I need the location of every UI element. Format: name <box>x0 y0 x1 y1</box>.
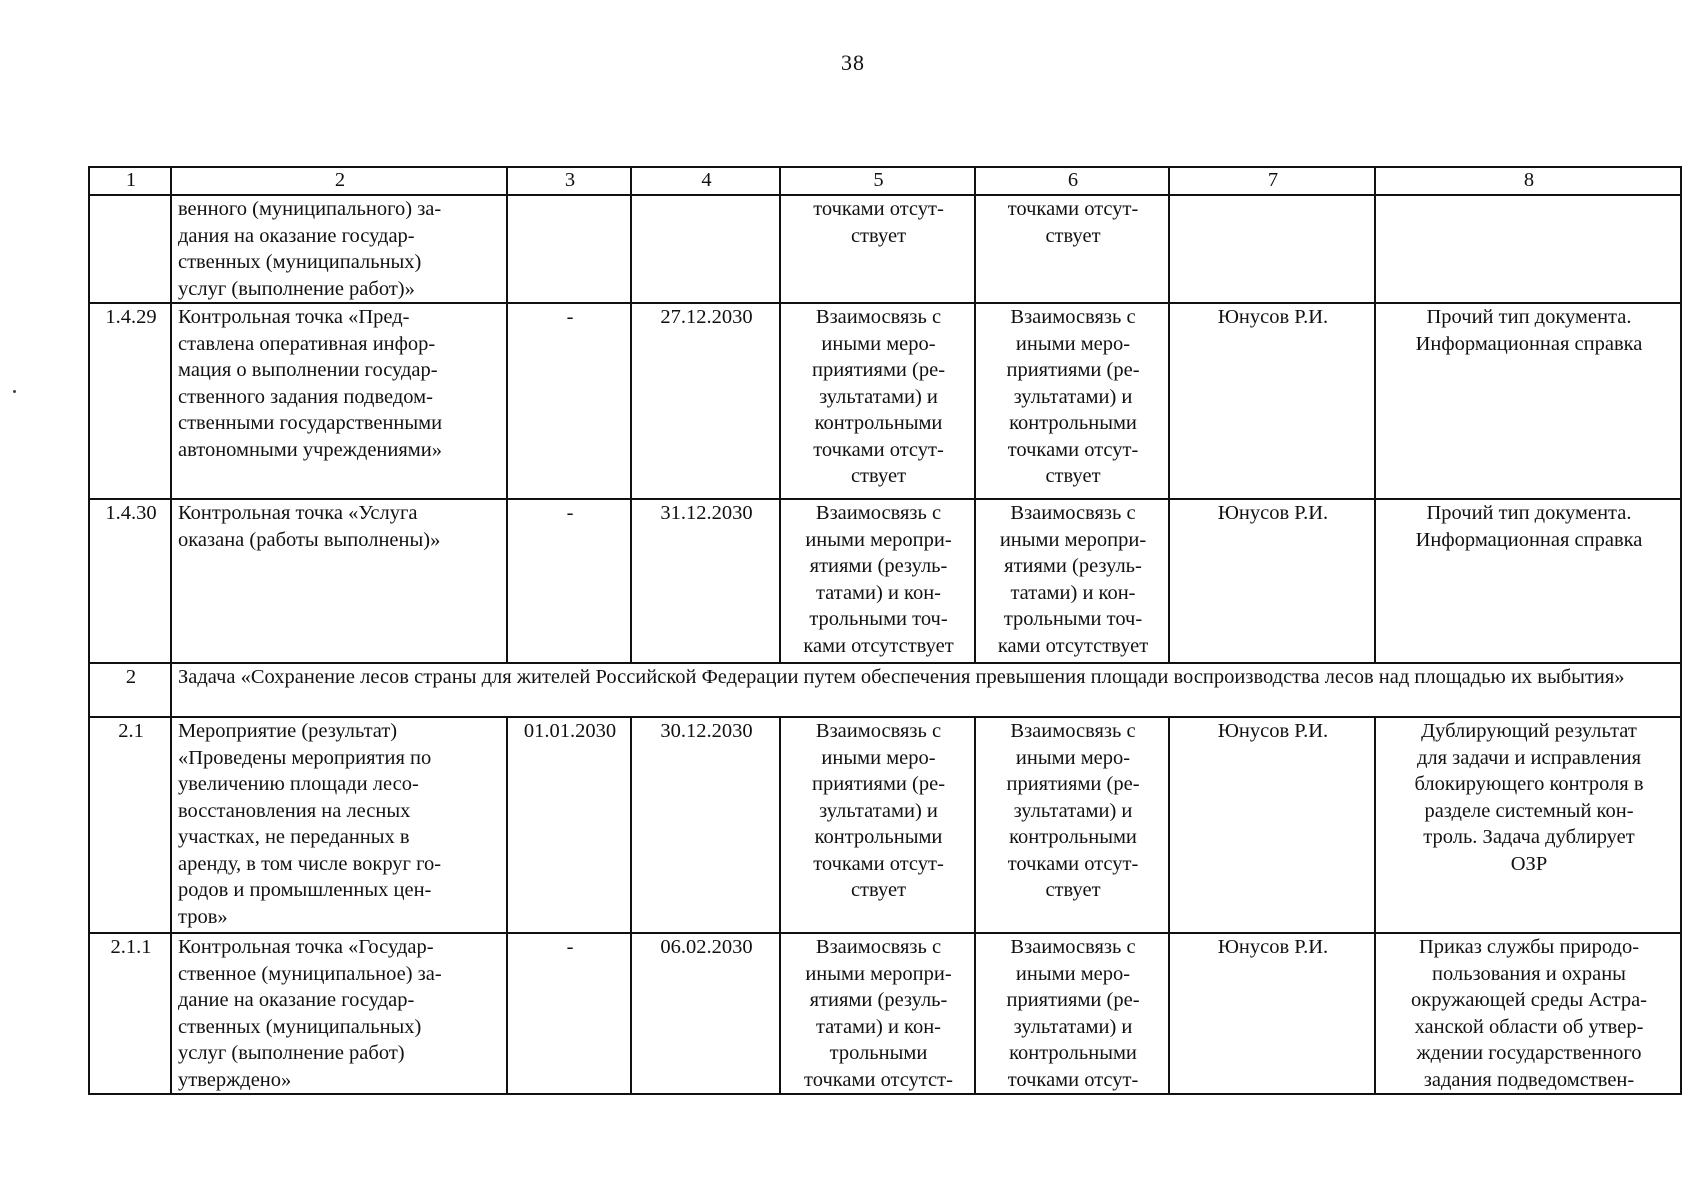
row-end-date: 30.12.2030 <box>631 717 780 933</box>
table-row <box>89 933 1681 1094</box>
task-row <box>89 663 1681 717</box>
row-number: 2.1 <box>89 717 171 933</box>
row-name: венного (муниципального) за- дания на оказание государ- ственных (муниципальных) услуг (выполнение работ)» <box>171 195 507 303</box>
column-number-row <box>89 167 1681 195</box>
row-responsible: Юнусов Р.И. <box>1169 933 1375 1094</box>
row-successors: Взаимосвязь с иными меро- приятиями (ре- зультатами) и контрольными точками отсут- ствует <box>975 303 1169 499</box>
table-row <box>89 717 1681 933</box>
row-predecessors: Взаимосвязь с иными меропри- ятиями (резуль- татами) и кон- трольными точ- ками отсутствует <box>780 499 975 663</box>
row-start-date <box>507 195 631 303</box>
column-number: 6 <box>975 167 1169 195</box>
row-number: 1.4.30 <box>89 499 171 663</box>
row-number <box>89 195 171 303</box>
row-responsible: Юнусов Р.И. <box>1169 303 1375 499</box>
row-number: 2.1.1 <box>89 933 171 1094</box>
row-start-date: 01.01.2030 <box>507 717 631 933</box>
row-predecessors: Взаимосвязь с иными меро- приятиями (ре- зультатами) и контрольными точками отсут- ствует <box>780 717 975 933</box>
page-number: 38 <box>841 50 865 75</box>
column-number: 1 <box>89 167 171 195</box>
row-document: Дублирующий результат для задачи и исправления блокирующего контроля в разделе системный кон- троль. Задача дублирует ОЗР <box>1375 717 1681 933</box>
row-end-date: 31.12.2030 <box>631 499 780 663</box>
row-end-date <box>631 195 780 303</box>
column-number: 5 <box>780 167 975 195</box>
column-number: 2 <box>171 167 507 195</box>
row-predecessors: Взаимосвязь с иными меропри- ятиями (резуль- татами) и кон- трольными точками отсутст- <box>780 933 975 1094</box>
task-number: 2 <box>89 663 171 717</box>
row-successors: Взаимосвязь с иными меро- приятиями (ре- зультатами) и контрольными точками отсут- <box>975 933 1169 1094</box>
table-row <box>89 303 1681 499</box>
row-responsible: Юнусов Р.И. <box>1169 499 1375 663</box>
scan-speck <box>13 390 16 393</box>
row-end-date: 27.12.2030 <box>631 303 780 499</box>
row-document: Приказ службы природо- пользования и охраны окружающей среды Астра- ханской области об утвер- ждении государственного задания подведомствен- <box>1375 933 1681 1094</box>
row-successors: Взаимосвязь с иными меро- приятиями (ре- зультатами) и контрольными точками отсут- ствует <box>975 717 1169 933</box>
row-start-date: - <box>507 499 631 663</box>
column-number: 4 <box>631 167 780 195</box>
plan-table <box>88 166 1682 1095</box>
column-number: 8 <box>1375 167 1681 195</box>
row-name: Контрольная точка «Государ- ственное (муниципальное) за- дание на оказание государ- ственных (муниципальных) услуг (выполнение работ) утверждено» <box>171 933 507 1094</box>
row-document: Прочий тип документа. Информационная справка <box>1375 303 1681 499</box>
row-responsible <box>1169 195 1375 303</box>
row-successors: точками отсут- ствует <box>975 195 1169 303</box>
row-predecessors: Взаимосвязь с иными меро- приятиями (ре- зультатами) и контрольными точками отсут- ствует <box>780 303 975 499</box>
row-responsible: Юнусов Р.И. <box>1169 717 1375 933</box>
row-name: Контрольная точка «Пред- ставлена оперативная инфор- мация о выполнении государ- ственного задания подведом- ственными государственными автономными учреждениями» <box>171 303 507 499</box>
task-title: Задача «Сохранение лесов страны для жителей Российской Федерации путем обеспечения превышения площади воспроизводства лесов над площадью их выбытия» <box>171 663 1681 717</box>
row-name: Мероприятие (результат) «Проведены мероприятия по увеличению площади лесо- восстановления на лесных участках, не переданных в аренду, в том числе вокруг го- родов и промышленных цен- тров» <box>171 717 507 933</box>
row-successors: Взаимосвязь с иными меропри- ятиями (резуль- татами) и кон- трольными точ- ками отсутствует <box>975 499 1169 663</box>
column-number: 3 <box>507 167 631 195</box>
table-row <box>89 195 1681 303</box>
table-row <box>89 499 1681 663</box>
row-end-date: 06.02.2030 <box>631 933 780 1094</box>
row-document <box>1375 195 1681 303</box>
row-number: 1.4.29 <box>89 303 171 499</box>
row-predecessors: точками отсут- ствует <box>780 195 975 303</box>
row-start-date: - <box>507 933 631 1094</box>
row-start-date: - <box>507 303 631 499</box>
column-number: 7 <box>1169 167 1375 195</box>
row-name: Контрольная точка «Услуга оказана (работы выполнены)» <box>171 499 507 663</box>
row-document: Прочий тип документа. Информационная справка <box>1375 499 1681 663</box>
